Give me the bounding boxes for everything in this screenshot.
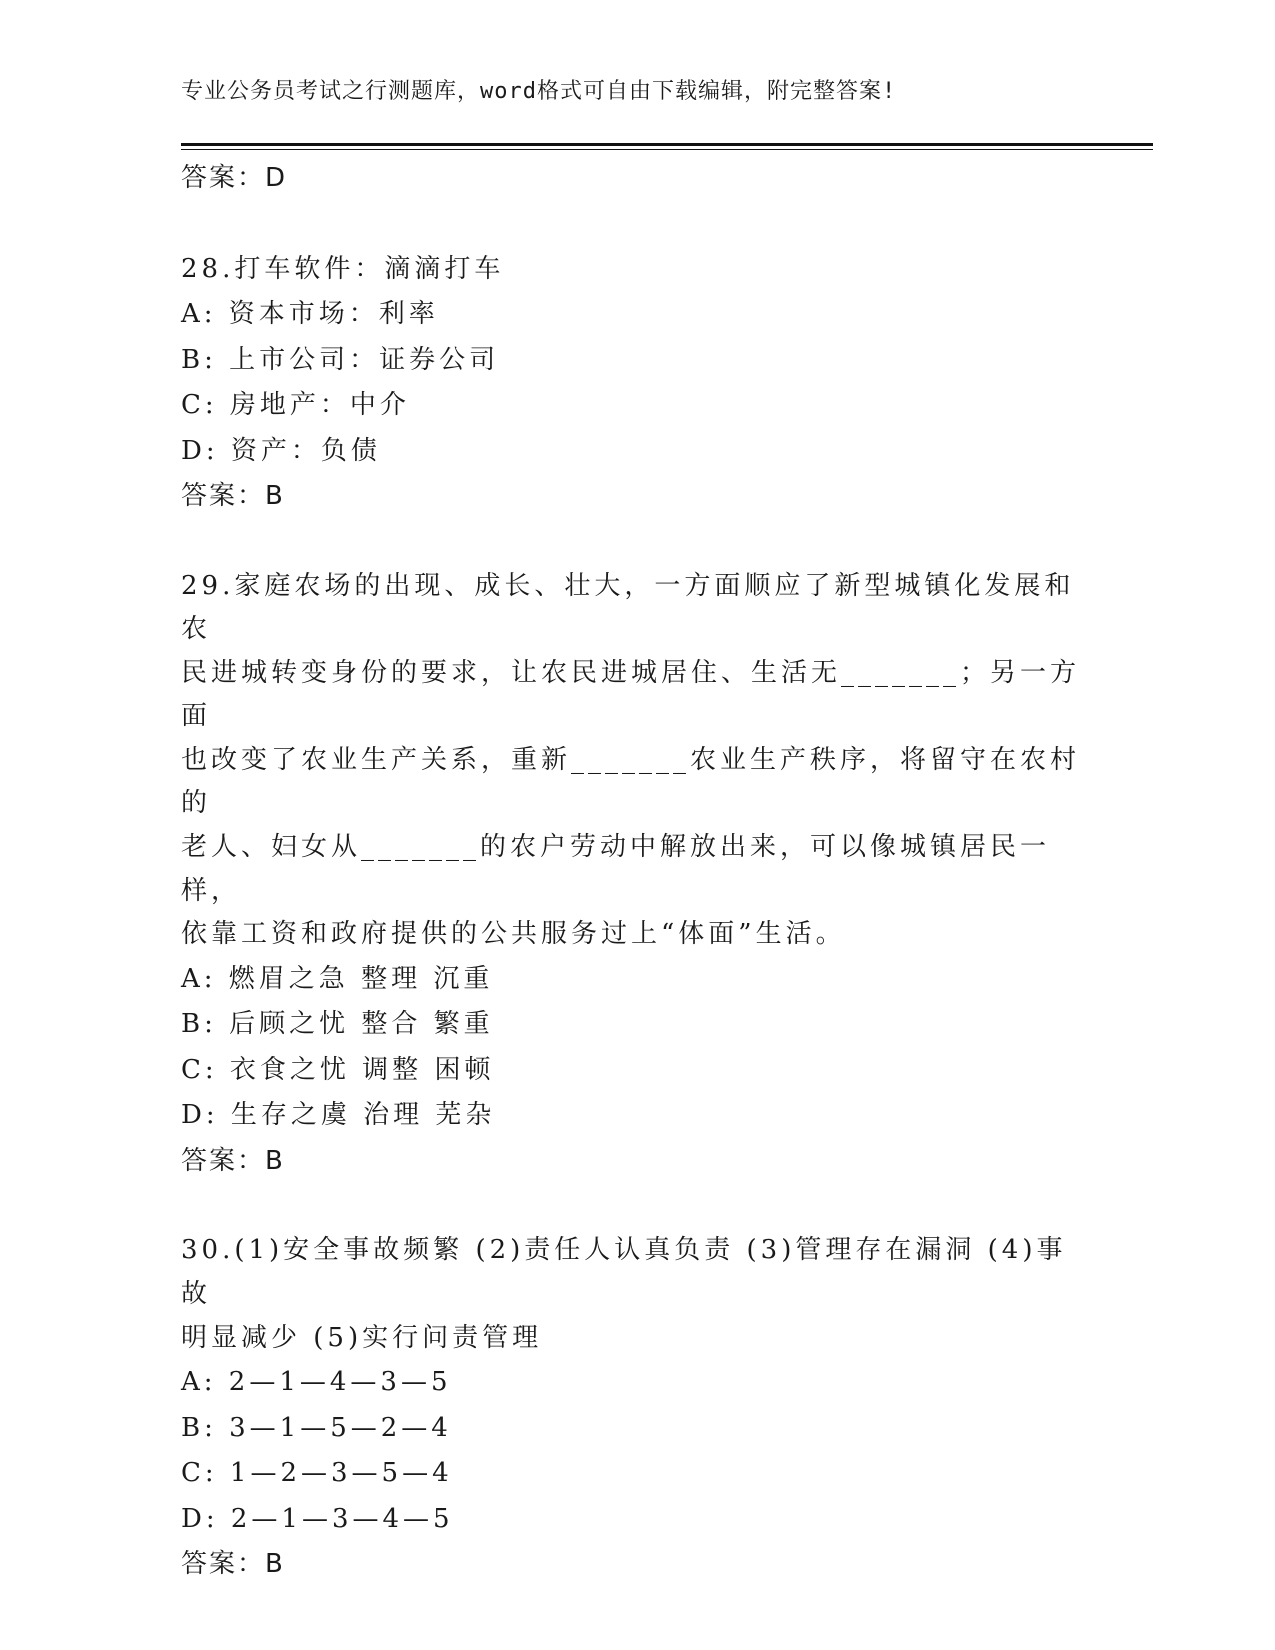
question-28	[181, 247, 1081, 520]
header-rule-thick	[181, 143, 1153, 146]
question-30	[181, 1229, 1081, 1587]
stem-line: 30.(1)安全事故频繁 (2)责任人认真负责 (3)管理存在漏洞 (4)事故	[181, 1235, 1067, 1309]
page-header: 专业公务员考试之行测题库，word格式可自由下载编辑，附完整答案!	[181, 79, 897, 104]
question-29	[181, 565, 1081, 1185]
answer: 答案：B	[181, 1145, 285, 1176]
option-a: A: 2—1—4—3—5	[181, 1367, 452, 1398]
option-d: D: 资产：负债	[181, 435, 381, 466]
option-c: C: 房地产：中介	[181, 390, 410, 420]
answer: 答案：B	[181, 1549, 285, 1580]
option-a: A: 燃眉之急 整理 沉重	[181, 963, 494, 994]
option-d: D: 生存之虞 治理 芜杂	[181, 1100, 496, 1131]
question-stem: 28.打车软件：滴滴打车	[181, 253, 505, 284]
option-d: D: 2—1—3—4—5	[181, 1503, 454, 1534]
stem-line: 29.家庭农场的出现、成长、壮大，一方面顺应了新型城镇化发展和农	[181, 570, 1075, 645]
previous-answer: 答案：D	[181, 163, 288, 193]
option-c: C: 衣食之忧 调整 困顿	[181, 1054, 495, 1085]
question-list	[181, 156, 1081, 1588]
option-a: A: 资本市场：利率	[181, 299, 439, 329]
option-b: B: 后顾之忧 整合 繁重	[181, 1009, 494, 1040]
answer: 答案：B	[181, 481, 285, 511]
stem-line: 也改变了农业生产关系，重新_______农业生产秩序，将留守在农村的	[181, 744, 1081, 819]
question-stem	[181, 1229, 1081, 1360]
stem-line: 依靠工资和政府提供的公共服务过上“体面”生活。	[181, 919, 846, 950]
stem-line: 老人、妇女从_______的农户劳动中解放出来，可以像城镇居民一样，	[181, 832, 1051, 906]
option-b: B: 3—1—5—2—4	[181, 1412, 452, 1443]
stem-line: 民进城转变身份的要求，让农民进城居住、生活无_______；另一方面	[181, 657, 1081, 732]
question-stem	[181, 565, 1081, 957]
option-c: C: 1—2—3—5—4	[181, 1458, 453, 1489]
header-rule-thin	[181, 149, 1153, 150]
stem-line: 明显减少 (5)实行问责管理	[181, 1322, 543, 1353]
option-b: B: 上市公司：证券公司	[181, 344, 500, 375]
